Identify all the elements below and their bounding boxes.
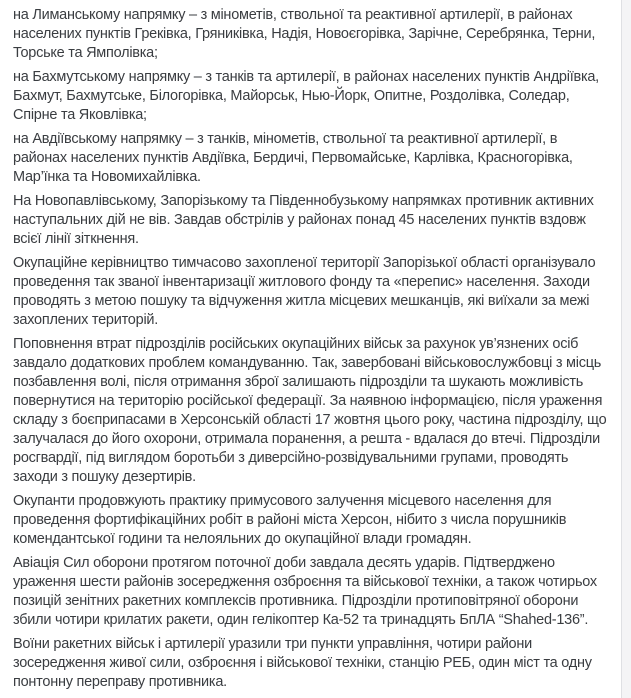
- paragraph-novopavlivske-zaporizhzhia-pivdennobuzke: На Новопавлівському, Запорізькому та Південнобузькому напрямках противник активних наступальних дій не вів. Завдав обстрілів у районах понад 45 населених пунктів вздовж всієї лінії зіткнення.: [13, 193, 594, 247]
- paragraph-bakhmut-direction: на Бахмутському напрямку – з танків та артилерії, в районах населених пунктів Андріївка, Бахмут, Бахмутське, Білогорівка, Майорськ, Нью-Йорк, Опитне, Роздолівка, Соледар, Спірне та Яковлівка;: [13, 69, 599, 123]
- paragraph-occupation-housing-inventory: Окупаційне керівництво тимчасово захопленої території Запорізької області організувало проведення так званої інвентаризації житлового фонду та «перепис» населення. Заходи проводять з метою пошуку та відчуження житла місцевих мешканців, які виїхали за межі захоплених територій.: [13, 255, 596, 328]
- paragraph-convict-recruits-desertion: Поповнення втрат підрозділів російських окупаційних військ за рахунок ув’язнених осіб завдало додаткових проблем командуванню. Так, завербовані військовослужбовці з місць позбавлення волі, після отримання зброї залишають підрозділи та шукають можливість повернутися на територію російської федерації. За наявною інформацією, після ураження складу з боєприпасами в Херсонській області 17 жовтня цього року, частина підрозділу, що залучалася до його охорони, отримала поранення, а решта - вдалася до втечі. Підрозділи росгвардії, під виглядом боротьби з диверсійно-розвідувальними групами, проводять заходи з пошуку дезертирів.: [13, 336, 607, 485]
- paragraph-forced-labor-kherson: Окупанти продовжують практику примусового залучення місцевого населення для проведення фортифікаційних робіт в районі міста Херсон, нібито з числа порушників комендантської години та нелояльних до окупаційної влади громадян.: [13, 493, 567, 547]
- paragraph-lyman-direction: на Лиманському напрямку – з мінометів, ствольної та реактивної артилерії, в районах населених пунктів Греківка, Гряниківка, Надія, Новоєгорівка, Зарічне, Серебрянка, Терни, Торське та Ямполівка;: [13, 7, 596, 61]
- paragraph-aviation-strikes: Авіація Сил оборони протягом поточної доби завдала десять ударів. Підтверджено ураження шести районів зосередження озброєння та військової техніки, а також чотирьох позицій зенітних ракетних комплексів противника. Підрозділи протиповітряної оборони збили чотири крилатих ракети, один гелікоптер Ка-52 та тринадцять БпЛА “Shahed-136”.: [13, 555, 597, 628]
- paragraph-missile-artillery-strikes: Воїни ракетних військ і артилерії уразили три пункти управління, чотири райони зосередження живої сили, озброєння і військової техніки, станцію РЕБ, один міст та одну понтонну переправу противника.: [13, 636, 592, 690]
- page-background-strip: [621, 0, 631, 698]
- paragraph-avdiivka-direction: на Авдіївському напрямку – з танків, мінометів, ствольної та реактивної артилерії, в районах населених пунктів Авдіївка, Бердичі, Первомайське, Карлівка, Красногорівка, Мар’їнка та Новомихайлівка.: [13, 131, 573, 185]
